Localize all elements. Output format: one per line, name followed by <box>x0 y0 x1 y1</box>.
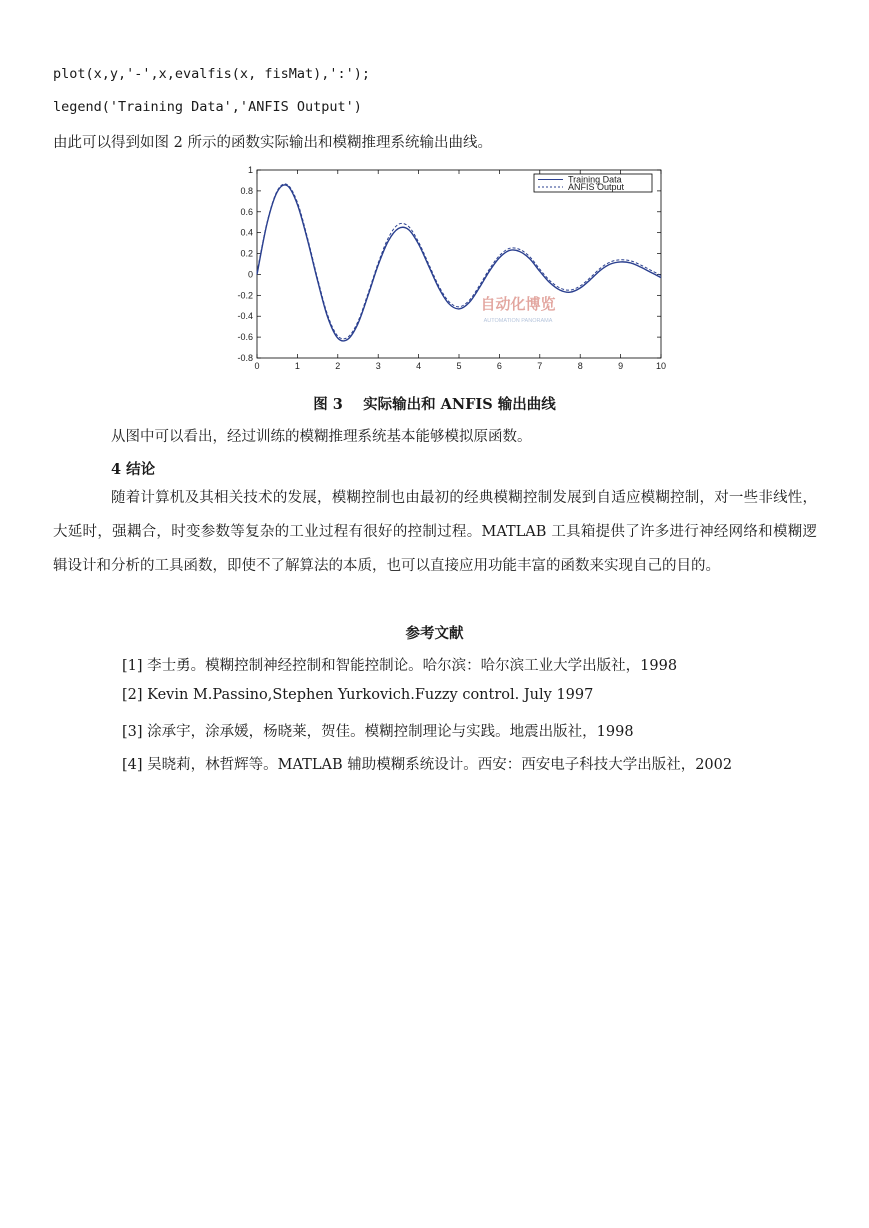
figure-chart <box>228 162 673 372</box>
references-heading: 参考文献 <box>405 625 464 642</box>
y-tick-label: 1 <box>247 165 253 175</box>
watermark <box>480 295 555 324</box>
series-line-training-data <box>257 185 661 341</box>
x-tick-label: 2 <box>335 361 341 371</box>
code-line-plot: plot(x,y,'-',x,evalfis(x, fisMat),':'); <box>53 66 370 82</box>
reference-item: [3] 涂承宇，涂承媛，杨晓莱，贺佳。模糊控制理论与实践。地震出版社，1998 <box>122 724 634 740</box>
x-tick-label: 3 <box>375 361 381 371</box>
y-tick-label: 0.4 <box>240 227 253 238</box>
reference-item: [2] Kevin M.Passino,Stephen Yurkovich.Fuzzy control. July 1997 <box>122 687 594 703</box>
legend-label-training: Training Data <box>568 174 622 185</box>
y-tick-label: -0.8 <box>237 353 253 363</box>
x-tick-label: 7 <box>537 361 543 371</box>
x-tick-label: 0 <box>254 361 260 371</box>
after-figure-text: 从图中可以看出，经过训练的模糊推理系统基本能够模拟原函数。 <box>111 429 532 445</box>
intro-text: 由此可以得到如图 2 所示的函数实际输出和模糊推理系统输出曲线。 <box>53 135 492 151</box>
x-tick-label: 5 <box>456 361 462 371</box>
code-line-legend: legend('Training Data','ANFIS Output') <box>53 99 362 115</box>
chart-legend <box>534 174 652 192</box>
watermark-title: 自动化博览 <box>480 296 556 313</box>
y-tick-label: 0 <box>247 269 253 280</box>
series-line-anfis-output <box>257 184 661 339</box>
y-tick-label: 0.2 <box>240 248 253 259</box>
y-tick-label: -0.6 <box>237 332 253 343</box>
x-tick-label: 6 <box>496 361 502 371</box>
plot-frame <box>257 170 661 358</box>
watermark-subtitle: AUTOMATION PANORAMA <box>483 318 553 324</box>
y-tick-label: -0.2 <box>237 290 253 301</box>
y-tick-label: 0.8 <box>240 185 253 196</box>
x-tick-label: 8 <box>577 361 583 371</box>
x-tick-label: 10 <box>655 361 667 371</box>
x-tick-label: 4 <box>416 361 422 371</box>
y-tick-label: 0.6 <box>240 206 253 217</box>
conclusion-paragraph: 随着计算机及其相关技术的发展，模糊控制也由最初的经典模糊控制发展到自适应模糊控制，对一些非线性，大延时，强耦合，时变参数等复杂的工业过程有很好的控制过程。MATLAB 工具箱提供了许多进行神经网络和模糊逻辑设计和分析的工具函数，即使不了解算法的本质，也可以直接应用功能丰富的函数来实现自己的目的。 <box>53 490 817 574</box>
y-tick-label: -0.4 <box>237 311 253 322</box>
figure-caption: 图 3 实际输出和 ANFIS 输出曲线 <box>313 396 556 413</box>
section-heading: 4 结论 <box>111 461 156 478</box>
x-tick-label: 1 <box>294 361 300 371</box>
legend-label-anfis: ANFIS Output <box>568 182 625 192</box>
reference-item: [1] 李士勇。模糊控制神经控制和智能控制论。哈尔滨：哈尔滨工业大学出版社，1998 <box>122 658 678 674</box>
x-tick-label: 9 <box>618 361 624 371</box>
reference-item: [4] 吴晓莉，林哲辉等。MATLAB 辅助模糊系统设计。西安：西安电子科技大学出版社，2002 <box>122 757 733 773</box>
